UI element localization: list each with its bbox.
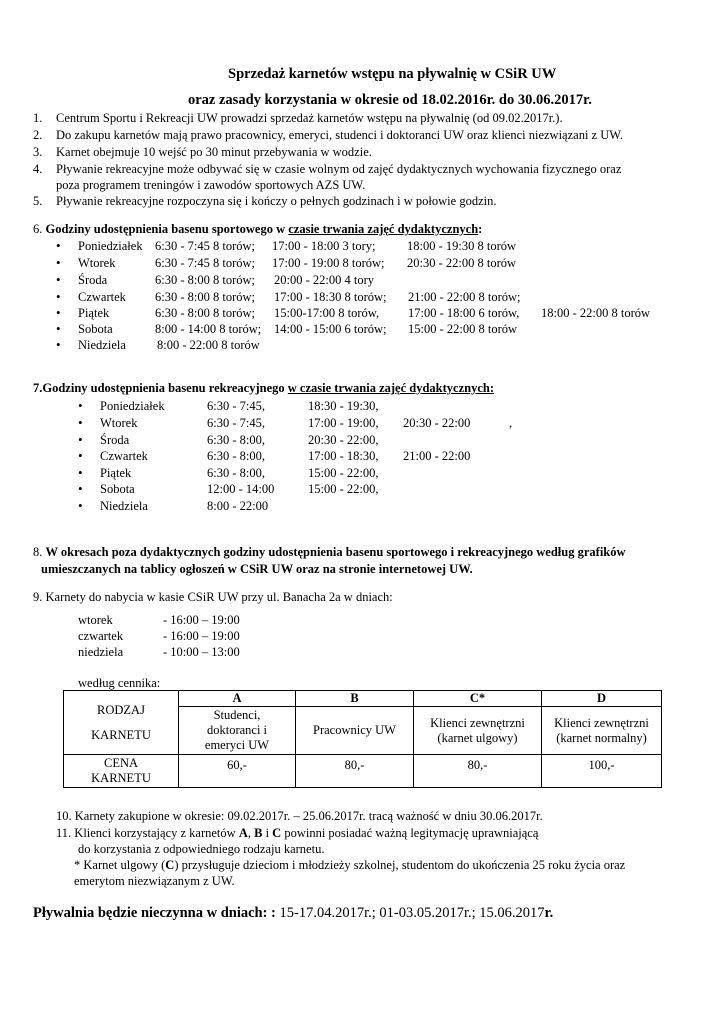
- schedule-slot: 8:00 - 22:00: [207, 499, 269, 513]
- rule-num: 2.: [33, 128, 43, 142]
- rule-num: 1.: [33, 111, 43, 125]
- description-line: (karnet normalny): [556, 730, 647, 745]
- schedule-day: • Sobota: [100, 481, 135, 497]
- section-8-number: 8.: [33, 545, 43, 559]
- section-6-title-underlined: czasie trwania zajęć dydaktycznych: [288, 222, 479, 236]
- description-line: Klienci zewnętrzni: [554, 715, 649, 730]
- description-line: Klienci zewnętrzni: [430, 715, 525, 730]
- description-line: emeryci UW: [204, 738, 270, 752]
- schedule-slot: 12:00 - 14:00: [207, 482, 275, 496]
- schedule-slot: 6:30 - 8:00 8 torów;: [155, 290, 255, 304]
- schedule-slot: 6:30 - 7:45 8 torów;: [155, 256, 255, 270]
- schedule-day: • Środa: [100, 432, 129, 448]
- schedule-slot: 8:00 - 22:00 8 torów: [157, 338, 260, 352]
- schedule-slot: 6:30 - 8:00 8 torów;: [155, 273, 255, 287]
- schedule-slot: 6:30 - 8:00,: [207, 433, 265, 447]
- schedule-slot: 20:30 - 22:00 8 torów: [407, 256, 517, 270]
- column-description: [414, 707, 542, 755]
- note-11-letter: A: [238, 826, 248, 840]
- schedule-slot: 17:00 - 19:00,: [308, 416, 379, 430]
- footnote-letter: C: [165, 858, 175, 872]
- schedule-slot: 6:30 - 7:45,: [207, 416, 265, 430]
- description-line: Studenci,: [213, 708, 261, 722]
- schedule-slot: 8:00 - 14:00 8 torów;: [155, 322, 262, 336]
- schedule-day: • Niedziela: [78, 337, 126, 353]
- sales-day: niedziela: [78, 645, 124, 659]
- note-11-text: powinni posiadać ważną legitymację uprawniającą: [281, 826, 539, 840]
- section-7-heading: [33, 380, 494, 396]
- schedule-day: • Sobota: [78, 321, 113, 337]
- closed-dates-value: 15-17.04.2017r.; 01-03.05.2017r.; 15.06.2017: [279, 905, 545, 921]
- rule-text: Karnet obejmuje 10 wejść po 30 minut przebywania w wodzie.: [56, 145, 372, 159]
- section-9-text: 9. Karnety do nabycia w kasie CSiR UW przy ul. Banacha 2a w dniach:: [33, 590, 393, 604]
- schedule-slot: 15:00 - 22:00,: [308, 466, 379, 480]
- column-description: [179, 707, 296, 755]
- rule-text: poza programem treningów i zawodów sportowych AZS UW.: [56, 178, 366, 192]
- rule-text: Do zakupu karnetów mają prawo pracownicy, emeryci, studenci i doktoranci UW oraz klienci niezwiązani z UW.: [56, 128, 624, 142]
- price-table: [63, 690, 662, 788]
- section-8-line-2: umieszczanych na tablicy ogłoszeń w CSiR UW oraz na stronie internetowej UW.: [41, 562, 473, 576]
- row-header-type-line: RODZAJ: [97, 702, 145, 717]
- price-value: 100,-: [542, 755, 662, 788]
- schedule-slot: 17:00 - 18:00 3 tory;: [272, 239, 376, 253]
- section-8-text: W okresach poza dydaktycznych godziny udostępnienia basenu sportowego i rekreacyjnego według grafików: [45, 545, 626, 559]
- sales-time: - 16:00 – 19:00: [163, 613, 240, 627]
- price-value: 80,-: [414, 755, 542, 788]
- rule-text: Centrum Sportu i Rekreacji UW prowadzi sprzedaż karnetów wstępu na pływalnię (od 09.02.2017r.).: [56, 111, 563, 125]
- schedule-day: • Środa: [78, 272, 107, 288]
- schedule-day: • Czwartek: [100, 448, 148, 464]
- title-line-1: Sprzedaż karnetów wstępu na pływalnię w CSiR UW: [228, 66, 557, 82]
- row-header-type-line: KARNETU: [91, 727, 151, 742]
- price-value: 60,-: [179, 755, 296, 788]
- section-8-line-1: [33, 544, 626, 560]
- footnote-line-2: emerytom niezwiązanym z UW.: [74, 874, 235, 888]
- price-value: 80,-: [296, 755, 414, 788]
- schedule-slot: 14:00 - 15:00 6 torów;: [274, 322, 387, 336]
- schedule-slot: 21:00 - 22:00 8 torów;: [408, 290, 521, 304]
- column-letter: B: [296, 691, 414, 707]
- section-6-title: Godziny udostępnienia basenu sportowego w: [45, 222, 289, 236]
- note-11-letter: C: [272, 826, 282, 840]
- section-7-title: 7.Godziny udostępnienia basenu rekreacyjnego: [33, 381, 288, 395]
- schedule-slot: 17:00 - 18:30,: [308, 449, 379, 463]
- schedule-slot: 20:30 - 22:00,: [308, 433, 379, 447]
- schedule-slot: 18:30 - 19:30,: [308, 399, 379, 413]
- schedule-slot: 17:00 - 18:00 6 torów,: [408, 306, 520, 320]
- schedule-slot: 21:00 - 22:00: [403, 449, 471, 463]
- sales-day: czwartek: [78, 629, 124, 643]
- section-6-heading: [33, 221, 482, 237]
- rule-num: 3.: [33, 145, 43, 159]
- schedule-day: • Piątek: [100, 465, 131, 481]
- schedule-slot: 15:00-17:00 8 torów,: [274, 306, 380, 320]
- column-description: [542, 707, 662, 755]
- description-line: Pracownicy UW: [313, 723, 396, 737]
- title-line-2: oraz zasady korzystania w okresie od 18.02.2016r. do 30.06.2017r.: [188, 92, 592, 108]
- column-letter: A: [179, 691, 296, 707]
- schedule-slot: 6:30 - 7:45,: [207, 399, 265, 413]
- row-header-price-line: KARNETU: [91, 771, 151, 785]
- footnote-text: * Karnet ulgowy (: [74, 858, 166, 872]
- schedule-day: • Wtorek: [78, 255, 115, 271]
- rule-text: Pływanie rekreacyjne rozpoczyna się i kończy o pełnych godzinach i w połowie godzin.: [56, 194, 497, 208]
- note-11-letter: B: [254, 826, 263, 840]
- schedule-day: • Czwartek: [78, 289, 126, 305]
- note-11-line-2: do korzystania z odpowiedniego rodzaju karnetu.: [78, 842, 325, 856]
- schedule-slot: 17:00 - 18:30 8 torów;: [274, 290, 387, 304]
- schedule-slot: 6:30 - 8:00 8 torów;: [155, 306, 255, 320]
- description-line: (karnet ulgowy): [437, 730, 518, 745]
- column-letter: C*: [414, 691, 542, 707]
- rule-num: 4.: [33, 162, 43, 176]
- schedule-slot: 18:00 - 19:30 8 torów: [407, 239, 517, 253]
- schedule-slot: 15:00 - 22:00,: [308, 482, 379, 496]
- closed-dates-end: r.: [544, 905, 554, 921]
- note-11-text: i: [262, 826, 273, 840]
- section-6-number: 6.: [33, 222, 46, 236]
- schedule-day: • Poniedziałek: [78, 238, 143, 254]
- price-caption: według cennika:: [78, 676, 161, 690]
- schedule-day: • Poniedziałek: [100, 398, 165, 414]
- schedule-slot: ,: [509, 416, 513, 430]
- sales-day: wtorek: [78, 613, 113, 627]
- schedule-slot: 18:00 - 22:00 8 torów: [541, 306, 651, 320]
- row-header-price-line: CENA: [103, 756, 139, 770]
- rule-text: Pływanie rekreacyjne może odbywać się w czasie wolnym od zajęć dydaktycznych wychowania fizycznego oraz: [56, 162, 622, 176]
- schedule-slot: 20:00 - 22:00 4 tory: [274, 273, 374, 287]
- sales-time: - 16:00 – 19:00: [163, 629, 240, 643]
- row-header-price: [64, 755, 179, 788]
- rule-num: 5.: [33, 194, 43, 208]
- note-11-text: ,: [247, 826, 255, 840]
- schedule-slot: 15:00 - 22:00 8 torów: [408, 322, 518, 336]
- column-description: [296, 707, 414, 755]
- note-11-text: 11. Klienci korzystający z karnetów: [56, 826, 239, 840]
- description-line: doktoranci i: [206, 723, 268, 737]
- footnote-text: ) przysługuje dzieciom i młodzieży szkolnej, studentom do ukończenia 25 roku życia oraz: [174, 858, 626, 872]
- footnote-star: [74, 857, 625, 873]
- schedule-slot: 17:00 - 19:00 8 torów;: [272, 256, 385, 270]
- column-letter: D: [542, 691, 662, 707]
- schedule-slot: 6:30 - 8:00,: [207, 466, 265, 480]
- sales-time: - 10:00 – 13:00: [163, 645, 240, 659]
- schedule-slot: 20:30 - 22:00: [403, 416, 471, 430]
- schedule-slot: 6:30 - 7:45 8 torów;: [155, 239, 255, 253]
- note-10: 10. Karnety zakupione w okresie: 09.02.2017r. – 25.06.2017r. tracą ważność w dniu 30.06.2017r.: [56, 809, 543, 823]
- schedule-day: • Piątek: [78, 305, 109, 321]
- schedule-slot: 6:30 - 8:00,: [207, 449, 265, 463]
- row-header-type: [64, 691, 179, 755]
- closed-dates: [33, 905, 553, 921]
- note-11: [56, 825, 538, 841]
- section-7-title-underlined: w czasie trwania zajęć dydaktycznych:: [287, 381, 494, 395]
- schedule-day: • Niedziela: [100, 498, 148, 514]
- schedule-day: • Wtorek: [100, 415, 137, 431]
- closed-label: Pływalnia będzie nieczynna w dniach: :: [33, 905, 280, 921]
- section-6-title-suffix: :: [478, 222, 483, 236]
